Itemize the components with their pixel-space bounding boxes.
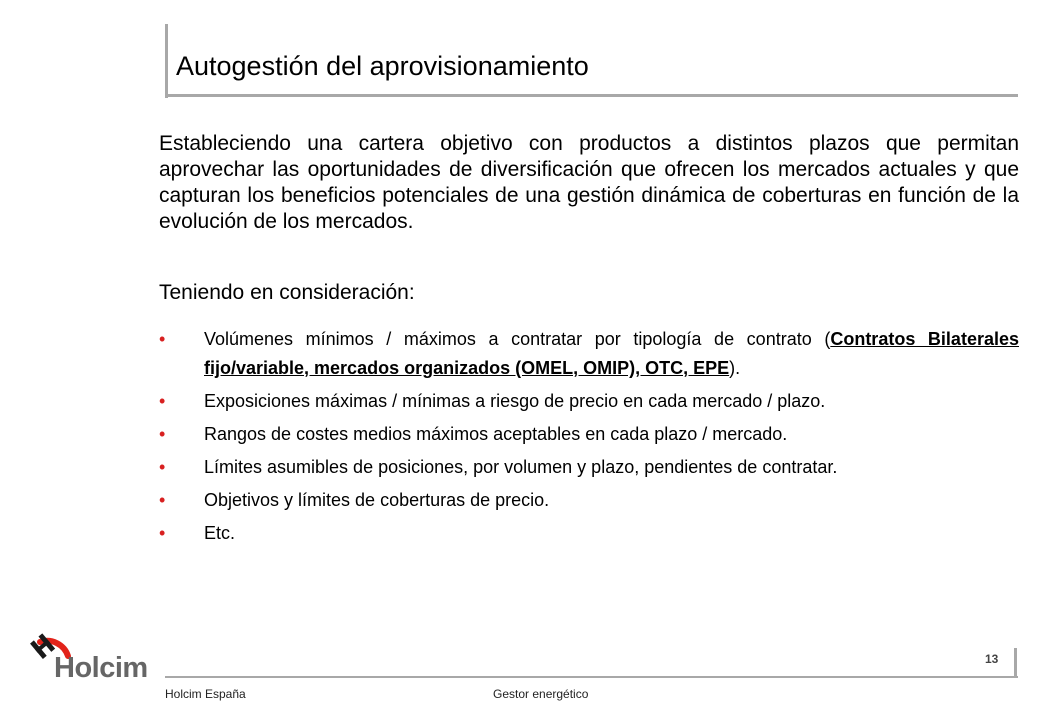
contract-types-emphasis: Contratos Bilaterales fijo/variable, mercados organizados (OMEL, OMIP), OTC, EPE: [204, 329, 1019, 378]
bullet-text-start: Volúmenes mínimos / máximos a contratar por tipología de contrato (: [204, 329, 831, 349]
bullet-icon: •: [159, 329, 166, 349]
intro-paragraph: Estableciendo una cartera objetivo con productos a distintos plazos que permitan aprovechar las oportunidades de diversificación que ofrecen los mercados actuales y que capturan los beneficios potenciales de una gestión dinámica de coberturas en función de la evolución de los mercados.: [159, 132, 1019, 233]
list-item: [159, 486, 1019, 515]
footer-frame-vertical: [1014, 648, 1017, 678]
list-item: [159, 325, 1019, 383]
bullet-icon: •: [159, 424, 166, 444]
footer-department: Gestor energético: [493, 687, 589, 701]
list-item: [159, 453, 1019, 482]
bullet-text-end: ).: [729, 358, 741, 378]
bullet-text: Límites asumibles de posiciones, por volumen y plazo, pendientes de contratar.: [204, 457, 838, 477]
footer-company: Holcim España: [165, 687, 246, 701]
bullet-icon: •: [159, 391, 166, 411]
list-item: [159, 519, 1019, 548]
slide-title: Autogestión del aprovisionamiento: [176, 51, 589, 81]
page-number: 13: [985, 652, 999, 666]
bullet-icon: •: [159, 490, 166, 510]
bullet-list: [159, 325, 1019, 552]
title-frame-horizontal: [165, 94, 1018, 97]
bullet-text: Objetivos y límites de coberturas de precio.: [204, 490, 550, 510]
bullet-icon: •: [159, 523, 166, 543]
company-logo-text: Holcim: [54, 652, 148, 684]
bullet-text: Rangos de costes medios máximos aceptables en cada plazo / mercado.: [204, 424, 788, 444]
bullet-text: Exposiciones máximas / mínimas a riesgo de precio en cada mercado / plazo.: [204, 391, 826, 411]
list-item: [159, 420, 1019, 449]
bullet-text: Etc.: [204, 523, 236, 543]
title-frame-vertical: [165, 24, 168, 98]
subheading: Teniendo en consideración:: [159, 281, 415, 304]
footer-frame-horizontal: [165, 676, 1018, 678]
bullet-icon: •: [159, 457, 166, 477]
list-item: [159, 387, 1019, 416]
